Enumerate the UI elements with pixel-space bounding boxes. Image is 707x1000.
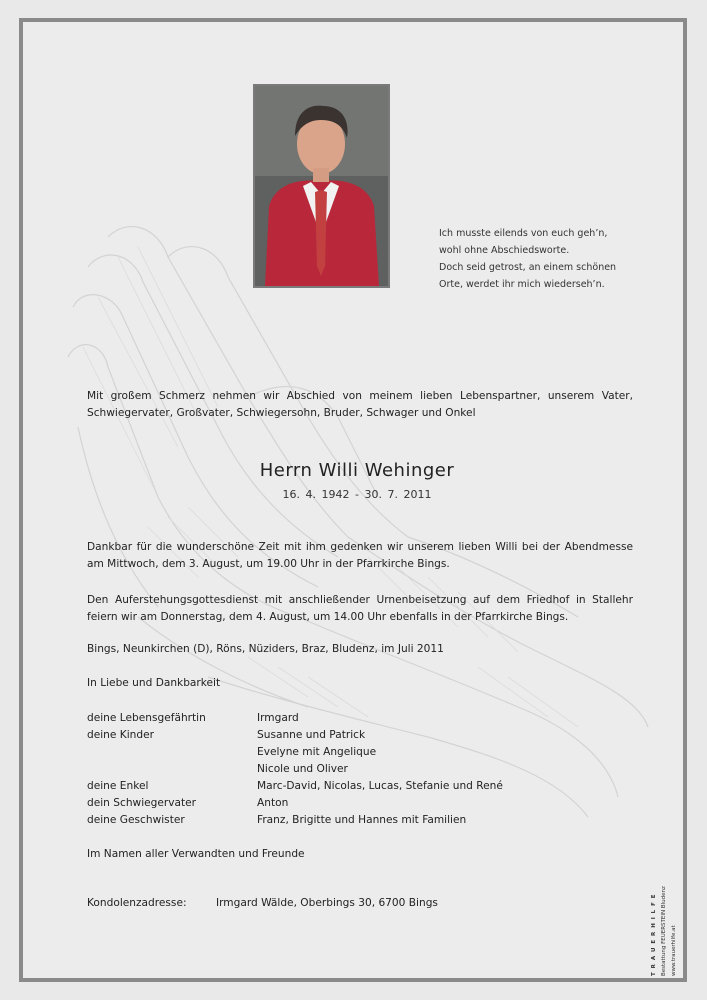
family-names: Marc-David, Nicolas, Lucas, Stefanie und René: [257, 780, 503, 792]
life-dates: 16. 4. 1942 - 30. 7. 2011: [282, 488, 432, 501]
condolence-label: Kondolenzadresse:: [87, 897, 187, 909]
evening-mass-text: Dankbar für die wunderschöne Zeit mit ihm gedenken wir unserem lieben Willi bei der Abendmesse am Mittwoch, dem 3. August, um 19.00 Uhr in der Pfarrkirche Bings.: [87, 541, 633, 570]
logo-line1: Bestattung FEUERSTEIN Bludenz: [661, 886, 667, 976]
family-role: deine Geschwister: [87, 814, 185, 826]
poem-line: wohl ohne Abschiedsworte.: [439, 245, 570, 256]
in-love-text: In Liebe und Dankbarkeit: [87, 677, 221, 689]
family-names: Franz, Brigitte und Hannes mit Familien: [257, 814, 467, 826]
family-names: Nicole und Oliver: [257, 763, 348, 775]
family-names: Susanne und Patrick: [257, 729, 366, 741]
praying-hands-illustration: [48, 197, 668, 837]
family-role: deine Enkel: [87, 780, 149, 792]
condolence-address: Irmgard Wälde, Oberbings 30, 6700 Bings: [216, 897, 438, 909]
logo-brand: T R A U E R H I L F E: [651, 893, 657, 976]
relatives-text: Im Namen aller Verwandten und Freunde: [87, 848, 305, 860]
family-role: deine Lebensgefährtin: [87, 712, 206, 724]
logo-line2: www.trauerhilfe.at: [671, 925, 677, 976]
poem-line: Orte, werdet ihr mich wiederseh’n.: [439, 279, 605, 290]
family-names: Irmgard: [257, 712, 299, 724]
family-names: Evelyne mit Angelique: [257, 746, 377, 758]
poem-line: Doch seid getrost, an einem schönen: [439, 262, 617, 273]
family-role: dein Schwiegervater: [87, 797, 197, 809]
intro-text: Mit großem Schmerz nehmen wir Abschied von meinem lieben Lebenspartner, unserem Vater, Schwiegervater, Großvater, Schwiegersohn, Bruder, Schwager und Onkel: [87, 390, 633, 419]
deceased-name: Herrn Willi Wehinger: [259, 460, 455, 481]
family-names: Anton: [257, 797, 289, 809]
poem-line: Ich musste eilends von euch geh’n,: [439, 228, 608, 239]
funeral-service-text: Den Auferstehungsgottesdienst mit anschließender Urnenbeisetzung auf dem Friedhof in Stallehr feiern wir am Donnerstag, dem 4. August, um 14.00 Uhr ebenfalls in der Pfarrkirche Bings.: [87, 594, 633, 623]
family-role: deine Kinder: [87, 729, 154, 741]
trauerhilfe-logo: [647, 872, 687, 977]
portrait-photo: [253, 84, 390, 288]
poem: [439, 225, 659, 293]
obituary-frame: [19, 18, 687, 982]
place-date: Bings, Neunkirchen (D), Röns, Nüziders, Braz, Bludenz, im Juli 2011: [87, 643, 444, 655]
